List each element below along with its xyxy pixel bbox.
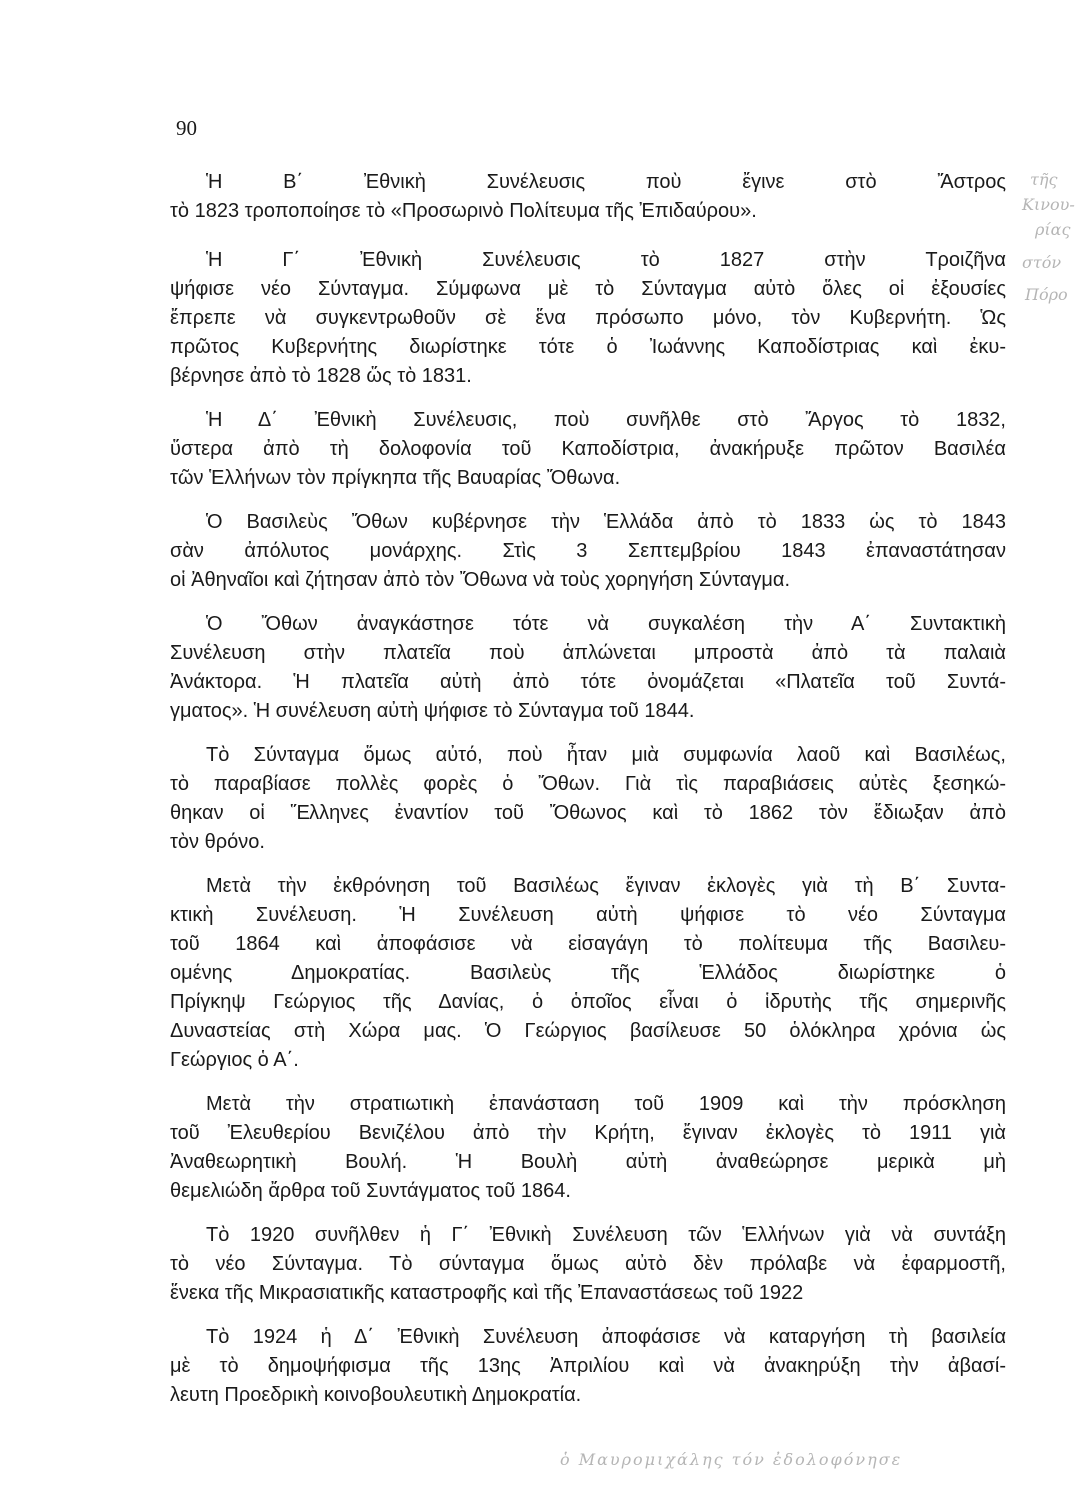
body-text — [170, 168, 1006, 1410]
text-line: θεμελιώδη ἄρθρα τοῦ Συντάγματος τοῦ 1864. — [170, 1180, 571, 1202]
text-line: Ἡ Γ΄ Ἐθνικὴ Συνέλευσις τὸ 1827 στὴν Τροιζῆνα — [206, 249, 1006, 271]
page-number: 90 — [176, 116, 197, 140]
text-line: Ἀναθεωρητικὴ Βουλή. Ἡ Βουλὴ αὐτὴ ἀναθεώρησε μερικὰ μὴ — [170, 1151, 1006, 1173]
text-line: τῶν Ἑλλήνων τὸν πρίγκηπα τῆς Βαυαρίας Ὄθωνα. — [170, 467, 621, 489]
text-line: Ὁ Ὄθων ἀναγκάστησε τότε νὰ συγκαλέση τὴν Α΄ Συντακτικὴ — [206, 613, 1006, 635]
text-line: κτικὴ Συνέλευση. Ἡ Συνέλευση αὐτὴ ψήφισε τὸ νέο Σύνταγμα — [170, 904, 1006, 926]
text-line: πρῶτος Κυβερνήτης διωρίστηκε τότε ὁ Ἰωάννης Καποδίστριας καὶ ἐκυ- — [170, 336, 1006, 358]
paragraph — [170, 1323, 1006, 1410]
text-line: τὸν θρόνο. — [170, 831, 265, 853]
text-line: Πρίγκηψ Γεώργιος τῆς Δανίας, ὁ ὁποῖος εἶναι ὁ ἱδρυτὴς τῆς σημερινῆς — [170, 991, 1006, 1013]
text-line: ἔπρεπε νὰ συγκεντρωθοῦν σὲ ἕνα πρόσωπο μόνο, τὸν Κυβερνήτη. Ὡς — [170, 307, 1006, 329]
text-line: σὰν ἀπόλυτος μονάρχης. Στὶς 3 Σεπτεμβρίου 1843 ἐπαναστάτησαν — [170, 540, 1006, 562]
text-line: Μετὰ τὴν στρατιωτικὴ ἐπανάσταση τοῦ 1909 καὶ τὴν πρόσκληση — [206, 1093, 1006, 1115]
handwritten-note: ὁ Μαυρομιχάλης τόν ἐδολοφόνησε — [560, 1450, 903, 1469]
text-line: μὲ τὸ δημοψήφισμα τῆς 13ης Ἀπριλίου καὶ νὰ ἀνακηρύξη τὴν ἀβασί- — [170, 1355, 1006, 1377]
paragraph — [170, 246, 1006, 391]
text-line: Ἀνάκτορα. Ἡ πλατεῖα αὐτὴ ἀπὸ τότε ὀνομάζεται «Πλατεῖα τοῦ Συντά- — [170, 671, 1006, 693]
text-line: Γεώργιος ὁ Α΄. — [170, 1049, 299, 1071]
text-line: τοῦ 1864 καὶ ἀποφάσισε νὰ εἰσαγάγη τὸ πολίτευμα τῆς Βασιλευ- — [170, 933, 1006, 955]
text-line: τὸ 1823 τροποποίησε τὸ «Προσωρινὸ Πολίτευμα τῆς Ἐπιδαύρου». — [170, 200, 757, 222]
handwritten-note: στόν — [1022, 253, 1062, 272]
text-line: Μετὰ τὴν ἐκθρόνηση τοῦ Βασιλέως ἔγιναν ἐκλογὲς γιὰ τὴ Β΄ Συντα- — [206, 875, 1006, 897]
paragraph — [170, 508, 1006, 595]
text-line: Συνέλευση στὴν πλατεῖα ποὺ ἁπλώνεται μπροστὰ ἀπὸ τὰ παλαιὰ — [170, 642, 1006, 664]
paragraph — [170, 406, 1006, 493]
text-line: Ὁ Βασιλεὺς Ὄθων κυβέρνησε τὴν Ἑλλάδα ἀπὸ τὸ 1833 ὡς τὸ 1843 — [206, 511, 1006, 533]
handwritten-note: Πόρο — [1025, 285, 1068, 304]
text-line: θηκαν οἱ Ἕλληνες ἐναντίον τοῦ Ὄθωνος καὶ τὸ 1862 τὸν ἔδιωξαν ἀπὸ — [170, 802, 1006, 824]
text-line: ομένης Δημοκρατίας. Βασιλεὺς τῆς Ἑλλάδος διωρίστηκε ὁ — [170, 962, 1006, 984]
paragraph — [170, 1221, 1006, 1308]
text-line: ὕστερα ἀπὸ τὴ δολοφονία τοῦ Καποδίστρια, ἀνακήρυξε πρῶτον Βασιλέα — [170, 438, 1006, 460]
text-line: γματος». Ἡ συνέλευση αὐτὴ ψήφισε τὸ Σύνταγμα τοῦ 1844. — [170, 700, 695, 722]
paragraph — [170, 168, 1006, 226]
text-line: βέρνησε ἀπὸ τὸ 1828 ὥς τὸ 1831. — [170, 365, 472, 387]
paragraph — [170, 610, 1006, 726]
text-line: ψήφισε νέο Σύνταγμα. Σύμφωνα μὲ τὸ Σύνταγμα αὐτὸ ὅλες οἱ ἐξουσίες — [170, 278, 1006, 300]
text-line: Δυναστείας στὴ Χώρα μας. Ὁ Γεώργιος βασίλευσε 50 ὁλόκληρα χρόνια ὡς — [170, 1020, 1006, 1042]
text-line: οἱ Ἀθηναῖοι καὶ ζήτησαν ἀπὸ τὸν Ὄθωνα νὰ τοὺς χορηγήση Σύνταγμα. — [170, 569, 791, 591]
paragraph — [170, 872, 1006, 1075]
text-line: Τὸ 1920 συνῆλθεν ἡ Γ΄ Ἐθνικὴ Συνέλευση τῶν Ἑλλήνων γιὰ νὰ συντάξη — [206, 1224, 1006, 1246]
handwritten-note: ρίας — [1035, 220, 1071, 239]
handwritten-note: Κινου- — [1022, 195, 1075, 214]
paragraph — [170, 741, 1006, 857]
text-line: λευτη Προεδρικὴ κοινοβουλευτικὴ Δημοκρατία. — [170, 1384, 582, 1406]
text-line: τὸ παραβίασε πολλὲς φορὲς ὁ Ὄθων. Γιὰ τὶς παραβιάσεις αὐτὲς ξεσηκώ- — [170, 773, 1006, 795]
paragraph — [170, 1090, 1006, 1206]
text-line: Τὸ Σύνταγμα ὅμως αὐτό, ποὺ ἦταν μιὰ συμφωνία λαοῦ καὶ Βασιλέως, — [206, 744, 1006, 766]
handwritten-note: τῆς — [1030, 170, 1058, 189]
text-line: Ἡ Δ΄ Ἐθνικὴ Συνέλευσις, ποὺ συνῆλθε στὸ Ἄργος τὸ 1832, — [206, 409, 1006, 431]
text-line: Τὸ 1924 ἡ Δ΄ Ἐθνικὴ Συνέλευση ἀποφάσισε νὰ καταργήση τὴ βασιλεία — [206, 1326, 1006, 1348]
text-line: τὸ νέο Σύνταγμα. Τὸ σύνταγμα ὅμως αὐτὸ δὲν πρόλαβε νὰ ἐφαρμοστῆ, — [170, 1253, 1006, 1275]
text-line: ἕνεκα τῆς Μικρασιατικῆς καταστροφῆς καὶ τῆς Ἐπαναστάσεως τοῦ 1922 — [170, 1282, 804, 1304]
text-line: Ἡ Β΄ Ἐθνικὴ Συνέλευσις ποὺ ἔγινε στὸ Ἄστρος — [206, 171, 1006, 193]
text-line: τοῦ Ἐλευθερίου Βενιζέλου ἀπὸ τὴν Κρήτη, ἔγιναν ἐκλογὲς τὸ 1911 γιὰ — [170, 1122, 1006, 1144]
